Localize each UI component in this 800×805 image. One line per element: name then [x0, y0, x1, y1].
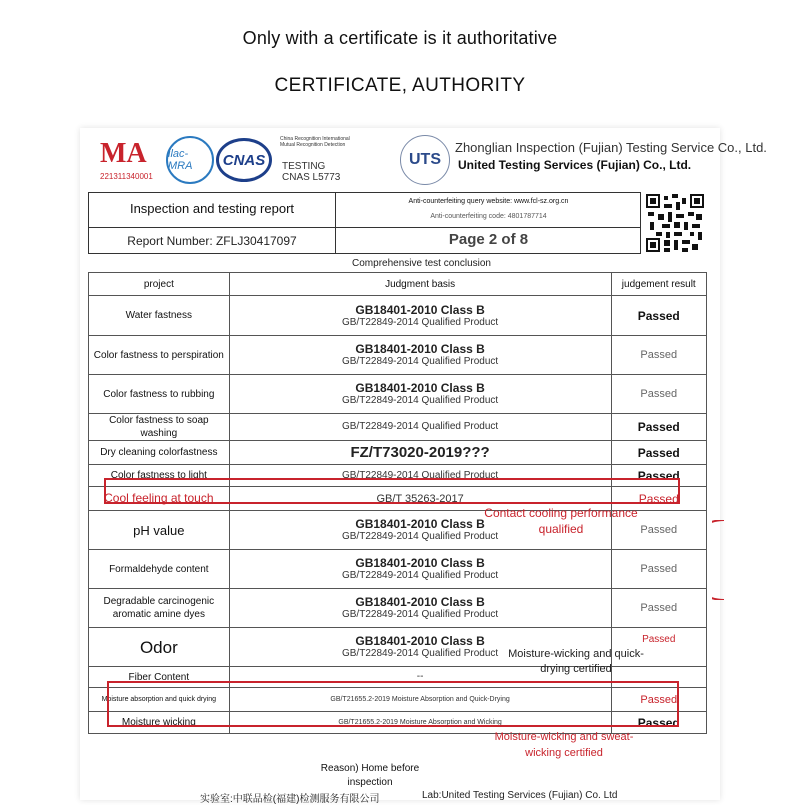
cooling-annotation: Contact cooling performance qualified: [484, 506, 638, 536]
row-basis-secondary: GB/T22849-2014 Qualified Product: [341, 609, 499, 620]
row-basis-primary: GB18401-2010 Class B: [355, 381, 485, 395]
row-basis-secondary: GB/T22849-2014 Qualified Product: [341, 648, 499, 659]
moisture-quick-annotation: Moisture-wicking and quick-drying certified: [508, 648, 644, 675]
table-row: [89, 296, 707, 336]
header-judgment-basis: Judgment basis: [229, 273, 611, 296]
row-result: Passed: [611, 296, 706, 336]
row-project: Color fastness to rubbing: [89, 375, 230, 414]
row-result: Passed: [611, 441, 706, 465]
row-basis-primary: GB18401-2010 Class B: [355, 595, 485, 609]
row-project: Color fastness to perspiration: [89, 336, 230, 375]
row-basis-secondary: GB/T22849-2014 Qualified Product: [341, 395, 499, 406]
row-project: Color fastness to soap washing: [89, 414, 230, 441]
row-result: Passed: [611, 511, 706, 550]
row-project: pH value: [89, 511, 230, 550]
cnas-logo: CNAS: [216, 138, 272, 182]
ilac-mra-logo: ilac-MRA: [166, 136, 214, 184]
row-result: Passed: [611, 336, 706, 375]
row-result: Passed: [611, 550, 706, 589]
row-basis-primary: --: [229, 667, 611, 688]
qr-code-icon[interactable]: [646, 194, 704, 252]
row-result: Passed: [611, 628, 706, 667]
row-basis-primary: GB/T21655.2-2019 Moisture Absorption and Wicking: [229, 712, 611, 734]
row-result: Passed: [611, 688, 706, 712]
cma-logo-text: MA: [100, 138, 147, 169]
row-project: Moisture wicking: [89, 712, 230, 734]
row-basis-primary: GB/T22849-2014 Qualified Product: [229, 414, 611, 441]
table-row: [89, 414, 707, 441]
row-result: Passed: [611, 589, 706, 628]
cma-logo-number: 221311340001: [100, 172, 153, 181]
row-basis-primary: GB/T21655.2-2019 Moisture Absorption and Quick-Drying: [229, 688, 611, 712]
cnas-testing-label: [282, 161, 340, 183]
row-basis-secondary: GB/T22849-2014 Qualified Product: [341, 570, 499, 581]
row-basis-primary: GB18401-2010 Class B: [355, 634, 485, 648]
header-judgement-result: judgement result: [611, 273, 706, 296]
table-row: [89, 550, 707, 589]
anti-counterfeit-website: Anti-counterfeiting query website: www.fcl-sz.org.cn: [408, 198, 569, 205]
report-header: [88, 192, 641, 254]
uts-logo: UTS: [400, 135, 450, 185]
company-name-line2: United Testing Services (Fujian) Co., Ltd.: [458, 158, 692, 172]
footer-reason: Reason) Home before inspection: [320, 763, 420, 788]
row-basis-primary: GB18401-2010 Class B: [355, 302, 485, 317]
report-number: Report Number: ZFLJ30417097: [127, 234, 297, 248]
row-basis-primary: GB/T 35263-2017: [229, 487, 611, 511]
table-header-row: [89, 273, 707, 296]
cnas-recognition-text: China Recognition International Mutual Recognition Detection: [280, 136, 350, 148]
footer-lab-en: Lab:United Testing Services (Fujian) Co. Ltd: [422, 790, 618, 801]
row-result: Passed: [611, 712, 706, 734]
table-row: [89, 441, 707, 465]
row-project: Fiber Content: [89, 667, 230, 688]
footer-lab-cn: 实验室:中联品检(福建)检测服务有限公司: [200, 794, 380, 805]
cnas-testing-word: TESTING: [282, 161, 326, 172]
row-project: Degradable carcinogenic aromatic amine dyes: [89, 589, 230, 628]
moisture-highlight-box: [107, 681, 679, 727]
row-basis-primary: GB18401-2010 Class B: [355, 342, 485, 356]
table-caption: Comprehensive test conclusion: [352, 258, 491, 269]
row-basis-secondary: GB/T22849-2014 Qualified Product: [341, 531, 499, 542]
header-project: project: [89, 273, 230, 296]
row-basis-secondary: GB/T22849-2014 Qualified Product: [341, 316, 499, 328]
row-result: Passed: [611, 375, 706, 414]
row-result: Passed: [611, 487, 706, 511]
row-basis-primary: GB18401-2010 Class B: [355, 517, 485, 531]
headline: Only with a certificate is it authoritative: [242, 28, 558, 48]
table-row: [89, 589, 707, 628]
row-basis-primary: FZ/T73020-2019???: [229, 441, 611, 465]
row-basis-secondary: GB/T22849-2014 Qualified Product: [341, 356, 499, 367]
anti-counterfeit-code: Anti-counterfeiting code: 4801787714: [430, 213, 547, 220]
row-result: Passed: [611, 465, 706, 487]
row-project: Dry cleaning colorfastness: [89, 441, 230, 465]
row-basis-primary: GB18401-2010 Class B: [355, 556, 485, 570]
report-title: Inspection and testing report: [129, 201, 295, 216]
row-project: Color fastness to light: [89, 465, 230, 487]
row-project: Cool feeling at touch: [89, 487, 230, 511]
table-row: [89, 375, 707, 414]
red-seal-icon: [712, 520, 724, 600]
page-indicator: Page 2 of 8: [448, 231, 529, 248]
cnas-code: CNAS L5773: [282, 172, 341, 183]
row-basis-primary: GB/T22849-2014 Qualified Product: [229, 465, 611, 487]
cool-feeling-highlight-box: [104, 478, 680, 504]
cma-logo: [100, 138, 160, 182]
company-name-line1: Zhonglian Inspection (Fujian) Testing Service Co., Ltd.: [455, 140, 767, 155]
row-project: Water fastness: [89, 296, 230, 336]
row-project: Formaldehyde content: [89, 550, 230, 589]
table-row: [89, 336, 707, 375]
moisture-sweat-annotation: Moisture-wicking and sweat-wicking certified: [494, 731, 634, 759]
row-result: Passed: [611, 414, 706, 441]
subheadline: CERTIFICATE, AUTHORITY: [274, 75, 526, 96]
row-project: Odor: [89, 628, 230, 667]
row-project: Moisture absorption and quick drying: [89, 688, 230, 712]
